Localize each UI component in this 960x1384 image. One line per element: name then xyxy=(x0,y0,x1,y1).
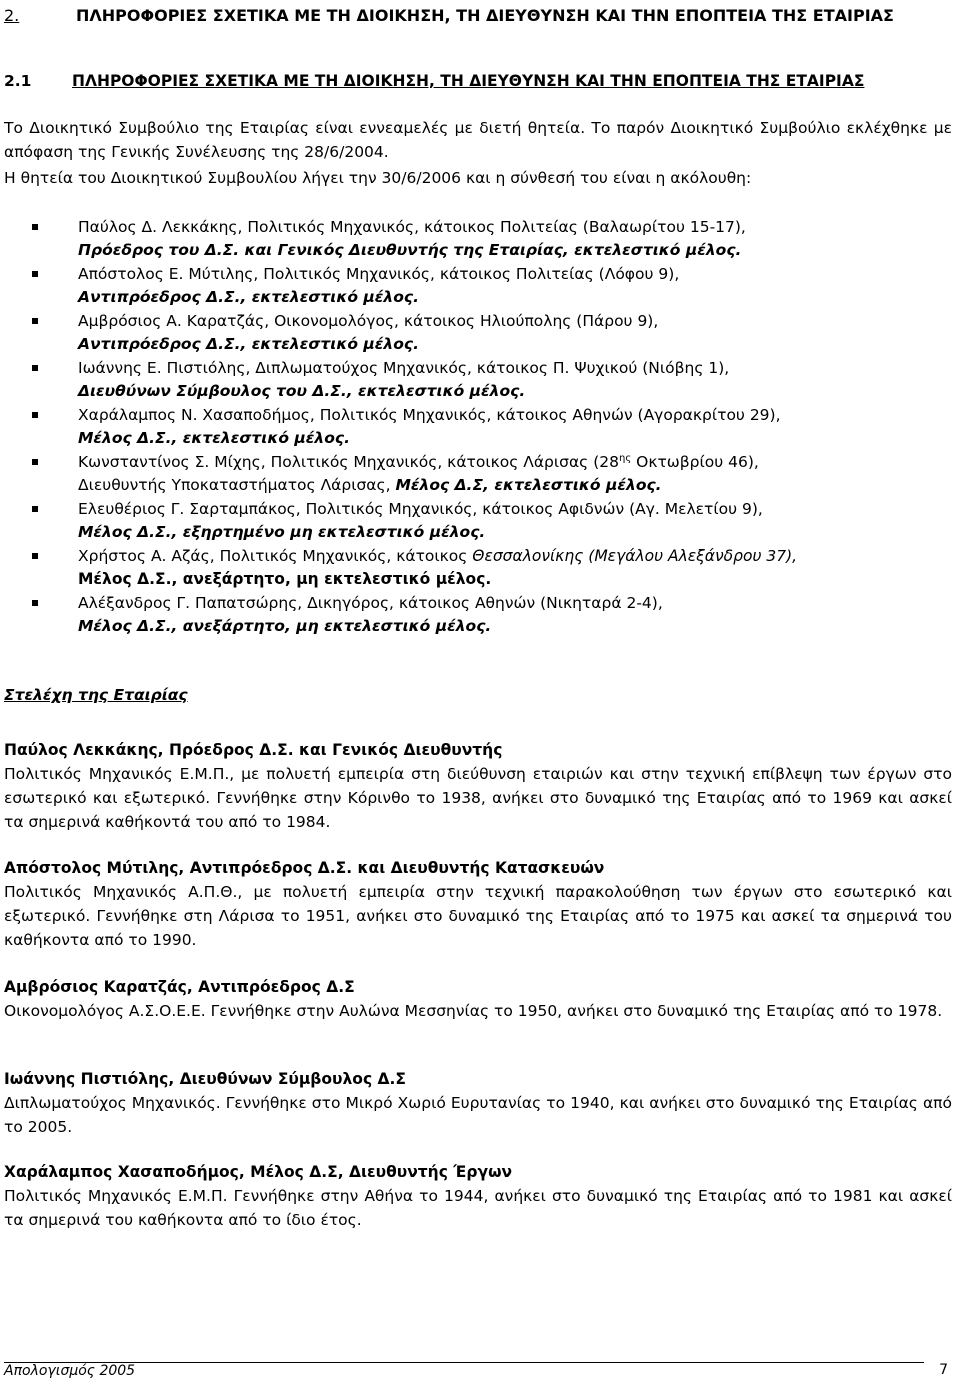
square-bullet-icon xyxy=(32,412,38,418)
list-item: Ιωάννης Ε. Πιστιόλης, Διπλωματούχος Μηχανικός, κάτοικος Π. Ψυχικού (Νιόβης 1), Διευθύνων Σύμβουλος του Δ.Σ., εκτελεστικό μέλος. xyxy=(30,357,950,403)
member-role: Αντιπρόεδρος Δ.Σ., εκτελεστικό μέλος. xyxy=(78,335,419,353)
square-bullet-icon xyxy=(32,271,38,277)
executive-bio xyxy=(4,975,952,1023)
list-item: Χαράλαμπος Ν. Χασαποδήμος, Πολιτικός Μηχανικός, κάτοικος Αθηνών (Αγορακρίτου 29), Μέλος Δ.Σ., εκτελεστικό μέλος. xyxy=(30,404,950,450)
executive-text: Πολιτικός Μηχανικός Α.Π.Θ., με πολυετή εμπειρία στην τεχνική παρακολούθηση των έργων στο εσωτερικό και εξωτερικό. Γεννήθηκε στη Λάρισα το 1951, ανήκει στο δυναμικό της Εταιρίας από το 1975 και ασκεί τα σημερινά του καθήκοντα από το 1990. xyxy=(4,883,952,949)
executive-bio xyxy=(4,856,952,952)
list-item: Ελευθέριος Γ. Σαρταμπάκος, Πολιτικός Μηχανικός, κάτοικος Αφιδνών (Αγ. Μελετίου 9), Μέλος Δ.Σ., εξηρτημένο μη εκτελεστικό μέλος. xyxy=(30,498,950,544)
square-bullet-icon xyxy=(32,506,38,512)
list-item: Παύλος Δ. Λεκκάκης, Πολιτικός Μηχανικός, κάτοικος Πολιτείας (Βαλαωρίτου 15-17), Πρόεδρος του Δ.Σ. και Γενικός Διευθυντής της Εταιρίας, εκτελεστικό μέλος. xyxy=(30,216,950,262)
intro-paragraph-1: Το Διοικητικό Συμβούλιο της Εταιρίας είναι εννεαμελές με διετή θητεία. Το παρόν Διοικητικό Συμβούλιο εκλέχθηκε με απόφαση της Γενικής Συνέλευσης της 28/6/2004. xyxy=(4,119,952,161)
page-number: 7 xyxy=(939,1362,948,1378)
list-item: Κωνσταντίνος Σ. Μίχης, Πολιτικός Μηχανικός, κάτοικος Λάρισας ($28^{\eta\varsigma}$ Οκτωβρίου 46), Διευθυντής Υποκαταστήματος Λάρισας, Μέλος Δ.Σ, εκτελεστικό μέλος. xyxy=(30,451,950,497)
member-role: Μέλος Δ.Σ., ανεξάρτητο, μη εκτελεστικό μέλος. xyxy=(78,617,492,635)
subsection-title: ΠΛΗΡΟΦΟΡΙΕΣ ΣΧΕΤΙΚΑ ΜΕ ΤΗ ΔΙΟΙΚΗΣΗ, ΤΗ ΔΙΕΥΘΥΝΣΗ ΚΑΙ ΤΗΝ ΕΠΟΠΤΕΙΑ ΤΗΣ ΕΤΑΙΡΙΑΣ xyxy=(72,72,865,90)
square-bullet-icon xyxy=(32,318,38,324)
executive-text: Διπλωματούχος Μηχανικός. Γεννήθηκε στο Μικρό Χωριό Ευρυτανίας το 1940, και ανήκει στο δυναμικό της Εταιρίας από το 2005. xyxy=(4,1094,952,1136)
intro-paragraph-2: Η θητεία του Διοικητικού Συμβουλίου λήγει την 30/6/2006 και η σύνθεσή του είναι η ακόλουθη: xyxy=(4,169,752,187)
footer-title: Απολογισμός 2005 xyxy=(4,1363,136,1379)
executive-bio xyxy=(4,1160,952,1232)
member-role: Μέλος Δ.Σ, εκτελεστικό μέλος. xyxy=(395,476,662,494)
section-number: 2. xyxy=(4,6,20,25)
member-role: Αντιπρόεδρος Δ.Σ., εκτελεστικό μέλος. xyxy=(78,288,419,306)
executive-name: Ιωάννης Πιστιόλης, Διευθύνων Σύμβουλος Δ.Σ xyxy=(4,1070,407,1088)
footer-divider xyxy=(4,1362,924,1363)
list-item: Απόστολος Ε. Μύτιλης, Πολιτικός Μηχανικός, κάτοικος Πολιτείας (Λόφου 9), Αντιπρόεδρος Δ.Σ., εκτελεστικό μέλος. xyxy=(30,263,950,309)
executive-name: Παύλος Λεκκάκης, Πρόεδρος Δ.Σ. και Γενικός Διευθυντής xyxy=(4,741,503,759)
square-bullet-icon xyxy=(32,600,38,606)
executive-name: Απόστολος Μύτιλης, Αντιπρόεδρος Δ.Σ. και Διευθυντής Κατασκευών xyxy=(4,859,605,877)
executive-bio xyxy=(4,738,952,834)
square-bullet-icon xyxy=(32,365,38,371)
list-item: Χρήστος Α. Αζάς, Πολιτικός Μηχανικός, κάτοικος Θεσσαλονίκης (Μεγάλου Αλεξάνδρου 37), Μέλος Δ.Σ., ανεξάρτητο, μη εκτελεστικό μέλος. xyxy=(30,545,950,591)
list-item: Αλέξανδρος Γ. Παπατσώρης, Δικηγόρος, κάτοικος Αθηνών (Νικηταρά 2-4), Μέλος Δ.Σ., ανεξάρτητο, μη εκτελεστικό μέλος. xyxy=(30,592,950,638)
member-role: Μέλος Δ.Σ., εκτελεστικό μέλος. xyxy=(78,429,350,447)
subsection-heading xyxy=(4,72,864,90)
executive-name: Αμβρόσιος Καρατζάς, Αντιπρόεδρος Δ.Σ xyxy=(4,978,355,996)
section-title: ΠΛΗΡΟΦΟΡΙΕΣ ΣΧΕΤΙΚΑ ΜΕ ΤΗ ΔΙΟΙΚΗΣΗ, ΤΗ ΔΙΕΥΘΥΝΣΗ ΚΑΙ ΤΗΝ ΕΠΟΠΤΕΙΑ ΤΗΣ ΕΤΑΙΡΙΑΣ xyxy=(76,6,894,25)
member-role: Πρόεδρος του Δ.Σ. και Γενικός Διευθυντής της Εταιρίας, εκτελεστικό μέλος. xyxy=(78,241,742,259)
subsection-number: 2.1 xyxy=(4,72,32,90)
square-bullet-icon xyxy=(32,553,38,559)
executive-text: Πολιτικός Μηχανικός Ε.Μ.Π., με πολυετή εμπειρία στη διεύθυνση εταιριών και στην τεχνική επίβλεψη των έργων στο εσωτερικό και εξωτερικό. Γεννήθηκε στην Κόρινθο το 1938, ανήκει στο δυναμικό της Εταιρίας από το 1969 και ασκεί τα σημερινά καθήκοντά του από το 1984. xyxy=(4,765,952,831)
executive-name: Χαράλαμπος Χασαποδήμος, Μέλος Δ.Σ, Διευθυντής Έργων xyxy=(4,1163,513,1181)
member-role: Μέλος Δ.Σ., εξηρτημένο μη εκτελεστικό μέλος. xyxy=(78,523,486,541)
square-bullet-icon xyxy=(32,459,38,465)
executives-title: Στελέχη της Εταιρίας xyxy=(4,686,188,704)
executive-bio xyxy=(4,1067,952,1139)
executive-text: Οικονομολόγος Α.Σ.Ο.Ε.Ε. Γεννήθηκε στην Αυλώνα Μεσσηνίας το 1950, ανήκει στο δυναμικό της Εταιρίας από το 1978. xyxy=(4,1002,943,1020)
board-member-list xyxy=(30,216,950,639)
member-role: Διευθύνων Σύμβουλος του Δ.Σ., εκτελεστικό μέλος. xyxy=(78,382,526,400)
executive-text: Πολιτικός Μηχανικός Ε.Μ.Π. Γεννήθηκε στην Αθήνα το 1944, ανήκει στο δυναμικό της Εταιρίας από το 1981 και ασκεί τα σημερινά του καθήκοντα από το ίδιο έτος. xyxy=(4,1187,952,1229)
square-bullet-icon xyxy=(32,224,38,230)
member-role: Μέλος Δ.Σ., ανεξάρτητο, μη εκτελεστικό μέλος. xyxy=(78,570,492,588)
list-item: Αμβρόσιος Α. Καρατζάς, Οικονομολόγος, κάτοικος Ηλιούπολης (Πάρου 9), Αντιπρόεδρος Δ.Σ., εκτελεστικό μέλος. xyxy=(30,310,950,356)
